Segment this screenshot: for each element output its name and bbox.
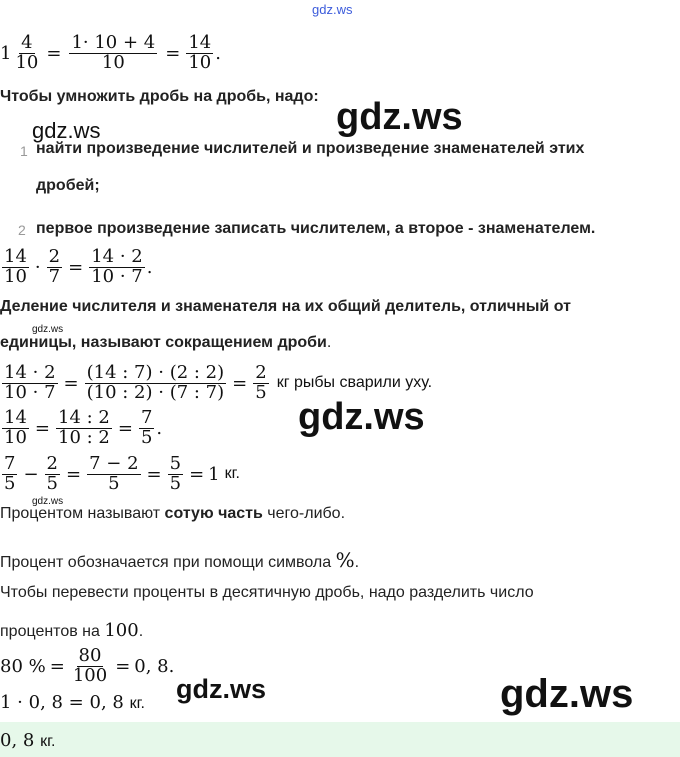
denominator: (10 : 2) · (7 : 7) — [86, 381, 225, 403]
equals-sign: = — [146, 463, 162, 485]
numerator: 14 — [4, 406, 27, 428]
fraction — [45, 452, 60, 494]
definition-text: Процентом называют — [0, 505, 161, 522]
answer-line — [0, 730, 55, 751]
definition-text: чего-либо. — [267, 505, 346, 522]
answer-value: 0, 8 — [0, 730, 35, 751]
numerator: 2 — [46, 452, 58, 474]
period: . — [146, 256, 153, 278]
definition-bold-text: сотую часть — [164, 505, 263, 522]
rule-reduction-line1: Деление числителя и знаменателя на их общий делитель, отличный от — [0, 298, 571, 315]
numerator: 80 — [78, 644, 102, 666]
equals-sign: = — [232, 372, 248, 394]
fraction — [2, 361, 58, 403]
denominator: 5 — [4, 472, 16, 494]
numerator: 7 — [140, 406, 153, 428]
watermark-mid-bottom: gdz.ws — [176, 674, 267, 704]
fraction — [168, 452, 183, 494]
denominator: 5 — [169, 472, 182, 494]
numerator: 5 — [169, 452, 182, 474]
denominator: 10 — [4, 265, 27, 287]
equals-sign: = — [115, 655, 131, 677]
denominator: 10 · 7 — [4, 381, 56, 403]
denominator: 5 — [140, 426, 153, 448]
multiply-sign: · — [34, 256, 41, 278]
percent-symbol-line — [0, 548, 359, 572]
percent-definition — [0, 505, 345, 523]
result-value: 1 — [208, 463, 220, 485]
denominator: 5 — [46, 472, 58, 494]
decimal-value: 0, 8. — [134, 655, 175, 677]
percent-rule-line1: Чтобы перевести проценты в десятичную дробь, надо разделить число — [0, 584, 534, 601]
equals-sign: = — [189, 463, 205, 485]
numerator: (14 : 7) · (2 : 2) — [86, 361, 225, 383]
unit-label: кг. — [129, 695, 145, 712]
numerator: 1· 10 + 4 — [71, 31, 156, 53]
rule-text: единицы, называют сокращением дроби — [0, 334, 327, 351]
period: . — [138, 623, 144, 640]
numerator: 2 — [48, 245, 61, 267]
fraction — [89, 245, 145, 287]
equation-subtract — [0, 450, 240, 498]
equals-sign: = — [34, 417, 50, 439]
period: . — [354, 554, 360, 571]
numerator: 14 — [4, 245, 27, 267]
rule-multiply-title: Чтобы умножить дробь на дробь, надо: — [0, 88, 319, 105]
fraction — [87, 452, 140, 494]
denominator: 100 — [72, 664, 108, 686]
fraction — [253, 361, 268, 403]
watermark-tiny-2: gdz.ws — [32, 496, 64, 507]
rule-number: 100 — [104, 620, 139, 641]
rule-text: процентов на — [0, 623, 100, 640]
equation-text: кг рыбы сварили уху. — [276, 374, 433, 391]
fraction — [13, 31, 40, 73]
denominator: 5 — [108, 472, 120, 494]
watermark-tiny-1: gdz.ws — [32, 324, 64, 335]
equation-simplify — [0, 404, 162, 452]
percent-rule-line2 — [0, 620, 143, 641]
fraction — [186, 31, 213, 73]
numerator: 14 — [188, 31, 212, 53]
list-number: 1 — [20, 143, 28, 159]
watermark-big-bottom: gdz.ws — [500, 672, 634, 716]
expression: 1 · 0, 8 = 0, 8 — [0, 692, 124, 713]
equals-sign: = — [66, 463, 82, 485]
fraction — [71, 644, 109, 686]
fraction — [2, 452, 17, 494]
whole-part: 1 — [0, 42, 12, 64]
equals-sign: = — [165, 42, 181, 64]
answer-box — [0, 722, 680, 757]
symbol-text: Процент обозначается при помощи символа — [0, 554, 332, 571]
watermark-big-2: gdz.ws — [298, 396, 425, 438]
watermark-left-1: gdz.ws — [32, 118, 101, 143]
unit-label: кг. — [40, 733, 56, 750]
rule-reduction-line2 — [0, 334, 331, 352]
watermark-big-1: gdz.ws — [336, 96, 463, 138]
numerator: 14 · 2 — [4, 361, 56, 383]
equals-sign: = — [46, 42, 62, 64]
fraction — [139, 406, 154, 448]
denominator: 10 — [15, 51, 39, 73]
list-item-text: первое произведение записать числителем, а второе - знаменателем. — [36, 220, 596, 237]
equation-multiply — [0, 243, 152, 291]
equation-final — [0, 692, 145, 713]
fraction — [69, 31, 157, 73]
denominator: 10 · 7 — [91, 265, 143, 287]
list-number: 2 — [18, 222, 26, 238]
fraction — [85, 361, 227, 403]
equals-sign: = — [117, 417, 133, 439]
period: . — [326, 334, 332, 351]
equals-sign: = — [49, 655, 65, 677]
denominator: 10 — [101, 51, 125, 73]
list-item-text: дробей; — [36, 177, 100, 194]
fraction — [47, 245, 62, 287]
equation-mixed-number — [0, 28, 221, 78]
denominator: 10 : 2 — [58, 426, 110, 448]
denominator: 5 — [255, 381, 267, 403]
denominator: 7 — [48, 265, 61, 287]
numerator: 2 — [255, 361, 267, 383]
numerator: 14 : 2 — [58, 406, 110, 428]
fraction — [2, 406, 29, 448]
period: . — [215, 42, 221, 64]
denominator: 10 — [4, 426, 27, 448]
watermark-top: gdz.ws — [312, 2, 353, 17]
numerator: 7 − 2 — [89, 452, 139, 474]
numerator: 7 — [4, 452, 16, 474]
numerator: 14 · 2 — [91, 245, 143, 267]
period: . — [156, 417, 163, 439]
minus-sign: − — [23, 463, 39, 485]
numerator: 4 — [21, 31, 33, 53]
unit-label: кг. — [224, 465, 240, 482]
equation-percent — [0, 642, 174, 690]
list-item-text: найти произведение числителей и произведение знаменателей этих — [36, 140, 585, 157]
denominator: 10 — [188, 51, 212, 73]
equals-sign: = — [63, 372, 79, 394]
fraction — [2, 245, 29, 287]
equals-sign: = — [68, 256, 84, 278]
percent-value: 80 % — [0, 655, 46, 677]
fraction — [56, 406, 112, 448]
percent-symbol: % — [335, 548, 355, 572]
